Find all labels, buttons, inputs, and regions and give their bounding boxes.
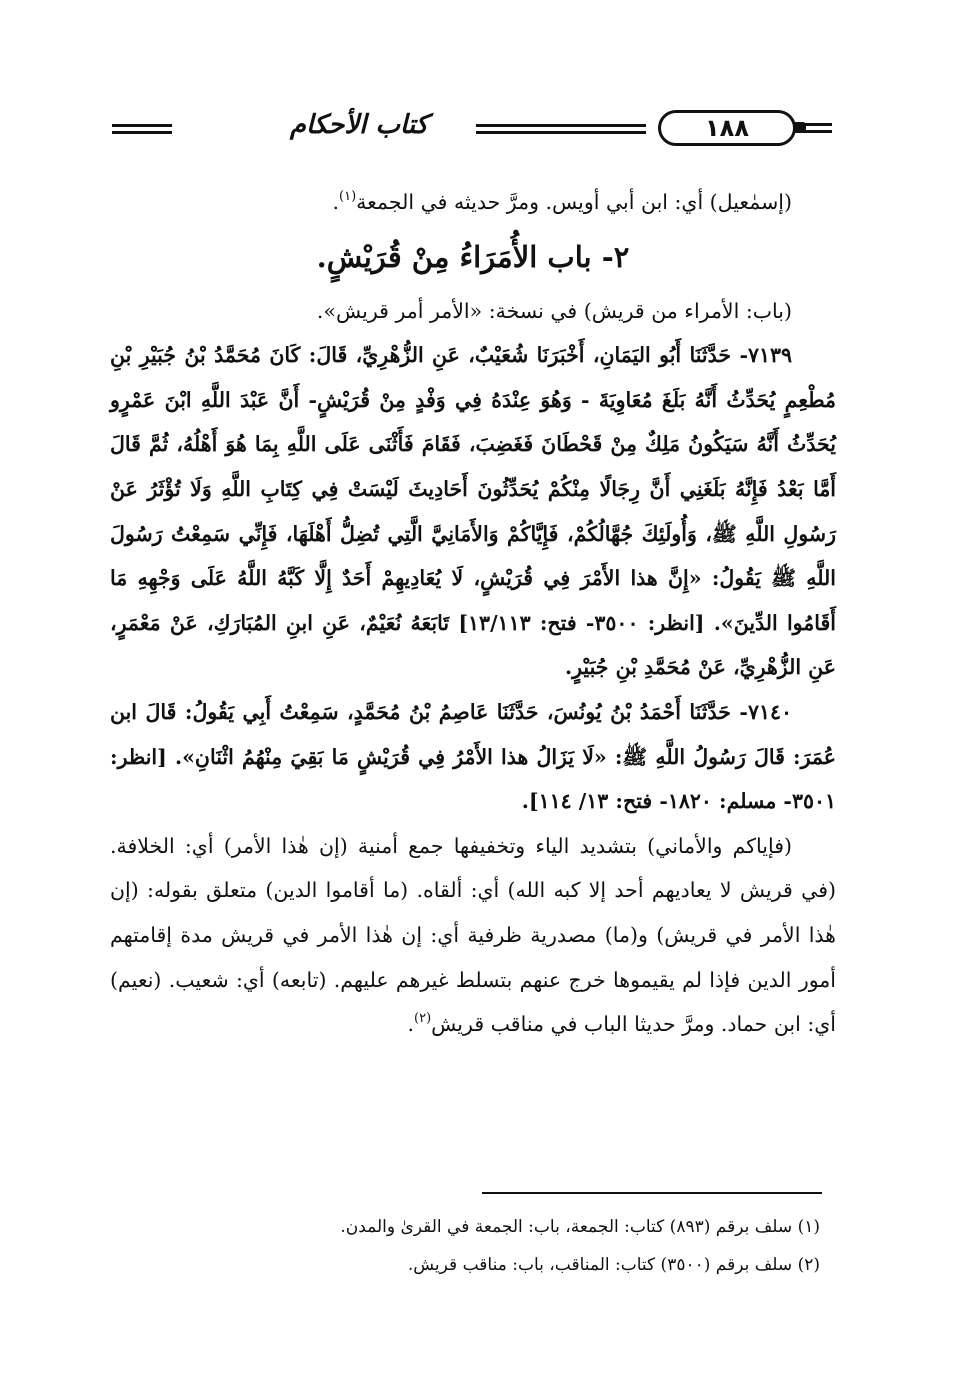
- intro-period: .: [332, 190, 339, 214]
- footnote-1: (١) سلف برقم (٨٩٣) كتاب: الجمعة، باب: الجمعة في القرىٰ والمدن.: [340, 1217, 820, 1237]
- header-rule-left: [112, 124, 172, 134]
- main-text: [110, 180, 836, 1047]
- footnote-ref-1: (١): [339, 189, 357, 204]
- hadith-7139: ٧١٣٩- حَدَّثَنَا أَبُو اليَمَانِ، أَخْبَرَنَا شُعَيْبٌ، عَنِ الزُّهْرِيِّ، قَالَ: كَانَ مُحَمَّدُ بْنُ جُبَيْرِ بْنِ مُطْعِمٍ يُحَدِّثُ أَنَّهُ بَلَغَ مُعَاوِيَةَ - وَهُوَ عِنْدَهُ فِي وَفْدٍ مِنْ قُرَيْشٍ- أَنَّ عَبْدَ اللَّهِ ابْنَ عَمْرٍو يُحَدِّثُ أَنَّهُ سَيَكُونُ مَلِكٌ مِنْ قَحْطَانَ فَغَضِبَ، فَقَامَ فَأَثْنَى عَلَى اللَّهِ بِمَا هُوَ أَهْلُهُ، ثُمَّ قَالَ أَمَّا بَعْدُ فَإِنَّهُ بَلَغَنِي أَنَّ رِجَالًا مِنْكُمْ يُحَدِّثُونَ أَحَادِيثَ لَيْسَتْ فِي كِتَابِ اللَّهِ وَلَا تُؤْثَرُ عَنْ رَسُولِ اللَّهِ ﷺ، وَأُولَئِكَ جُهَّالُكُمْ، فَإِيَّاكُمْ وَالأَمَانِيَّ الَّتِي تُضِلُّ أَهْلَهَا، فَإِنِّي سَمِعْتُ رَسُولَ اللَّهِ ﷺ يَقُولُ: «إِنَّ هذا الأَمْرَ فِي قُرَيْشٍ، لَا يُعَادِيهِمْ أَحَدٌ إِلَّا كَبَّهُ اللَّهُ عَلَى وَجْهِهِ مَا أَقَامُوا الدِّينَ». [انظر: ٣٥٠٠- فتح: ١٣/١١٣] تَابَعَهُ نُعَيْمٌ، عَنِ ابنِ المُبَارَكِ، عَنْ مَعْمَرٍ، عَنِ الزُّهْرِيِّ، عَنْ مُحَمَّدِ بْنِ جُبَيْرٍ.: [110, 343, 836, 680]
- footnotes: [140, 1208, 820, 1284]
- chapter-heading: ٢- باب الأُمَرَاءُ مِنْ قُرَيْشٍ.: [316, 239, 630, 274]
- page-number: ١٨٨: [658, 110, 796, 146]
- intro-paragraph: [110, 180, 836, 225]
- running-header: [112, 110, 832, 150]
- commentary-period: .: [407, 1012, 415, 1037]
- footnote-ref-2: (٢): [414, 1011, 432, 1027]
- hadith-7140: ٧١٤٠- حَدَّثَنَا أَحْمَدُ بْنُ يُونُسَ، حَدَّثَنَا عَاصِمُ بْنُ مُحَمَّدٍ، سَمِعْتُ أَبِي يَقُولُ: قَالَ ابن عُمَرَ: قَالَ رَسُولُ اللَّهِ ﷺ: «لَا يَزَالُ هذا الأَمْرُ فِي قُرَيْشٍ مَا بَقِيَ مِنْهُمُ اثْنَانِ». [انظر: ٣٥٠١- مسلم: ١٨٢٠- فتح: ١٣/ ١١٤].: [110, 699, 836, 814]
- intro-text: (إسمٰعيل) أي: ابن أبي أويس. ومرَّ حديثه في الجمعة: [356, 190, 792, 214]
- commentary-text: (فإياكم والأماني) بتشديد الياء وتخفيفها جمع أمنية (إن هٰذا الأمر) أي: الخلافة. (في قريش لا يعاديهم أحد إلا كبه الله) أي: ألقاه. (ما أقاموا الدين) متعلق بقوله: (إن هٰذا الأمر في قريش) و(ما) مصدرية ظرفية أي: إن هٰذا الأمر في قريش مدة إقامتهم أمور الدين فإذا لم يقيموها خرج عنهم بتسلط غيرهم عليهم. (تابعه) أي: شعيب. (نعيم) أي: ابن حماد. ومرَّ حديثا الباب في مناقب قريش: [110, 833, 836, 1037]
- book-title: كتاب الأحكام: [289, 110, 429, 140]
- commentary-paragraph: [110, 824, 836, 1047]
- bab-note: (باب: الأمراء من قريش) في نسخة: «الأمر أمر قريش».: [316, 298, 792, 323]
- footnote-separator: [482, 1192, 822, 1194]
- header-rule-middle: [476, 124, 646, 134]
- footnote-2: (٢) سلف برقم (٣٥٠٠) كتاب: المناقب، باب: مناقب قريش.: [407, 1255, 820, 1275]
